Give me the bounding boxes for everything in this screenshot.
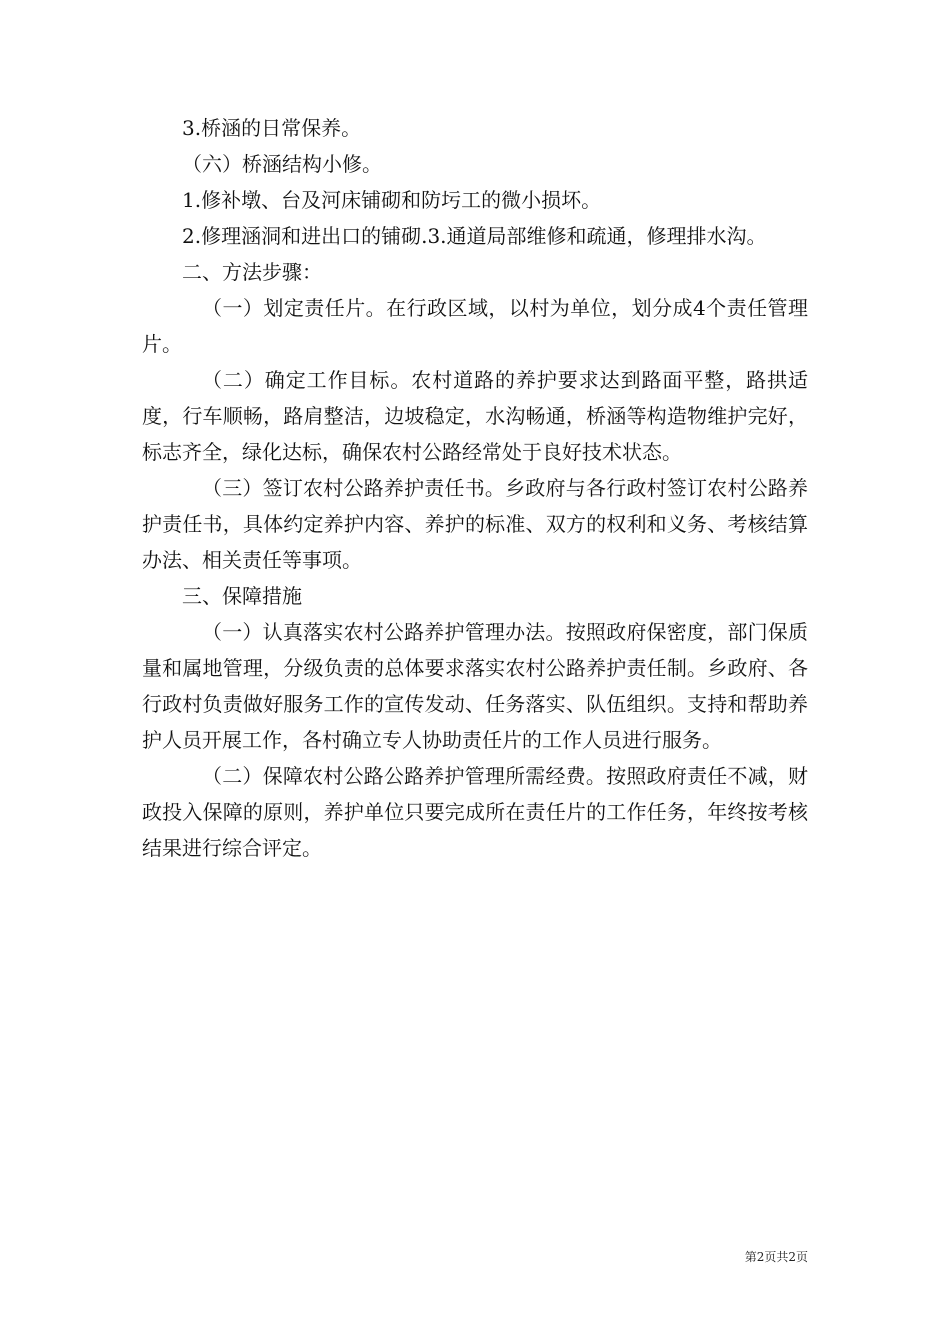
page-number: 第2页共2页: [744, 1250, 808, 1264]
section-heading: 二、方法步骤：: [182, 260, 322, 284]
section-heading: 三、保障措施: [182, 584, 302, 608]
paragraph: 2.修理涵洞和进出口的铺砌.3.通道局部维修和疏通，修理排水沟。: [182, 224, 767, 248]
paragraph: 1.修补墩、台及河床铺砌和防圬工的微小损坏。: [182, 188, 602, 212]
paragraph: （二）保障农村公路公路养护管理所需经费。按照政府责任不减，财政投入保障的原则，养护单位只要完成所在责任片的工作任务，年终按考核结果进行综合评定。: [142, 764, 808, 860]
paragraph: （一）认真落实农村公路养护管理办法。按照政府保密度，部门保质量和属地管理，分级负责的总体要求落实农村公路养护责任制。乡政府、各行政村负责做好服务工作的宣传发动、任务落实、队伍组织。支持和帮助养护人员开展工作，各村确立专人协助责任片的工作人员进行服务。: [142, 620, 808, 752]
document-body: [142, 110, 808, 866]
paragraph: （二）确定工作目标。农村道路的养护要求达到路面平整，路拱适度，行车顺畅，路肩整洁，边坡稳定，水沟畅通，桥涵等构造物维护完好，标志齐全，绿化达标，确保农村公路经常处于良好技术状态。: [142, 368, 808, 464]
paragraph: 3.桥涵的日常保养。: [182, 116, 362, 140]
paragraph: （一）划定责任片。在行政区域，以村为单位，划分成4个责任管理片。: [142, 296, 808, 356]
section-heading: （六）桥涵结构小修。: [182, 152, 382, 176]
paragraph: （三）签订农村公路养护责任书。乡政府与各行政村签订农村公路养护责任书，具体约定养护内容、养护的标准、双方的权利和义务、考核结算办法、相关责任等事项。: [142, 476, 808, 572]
